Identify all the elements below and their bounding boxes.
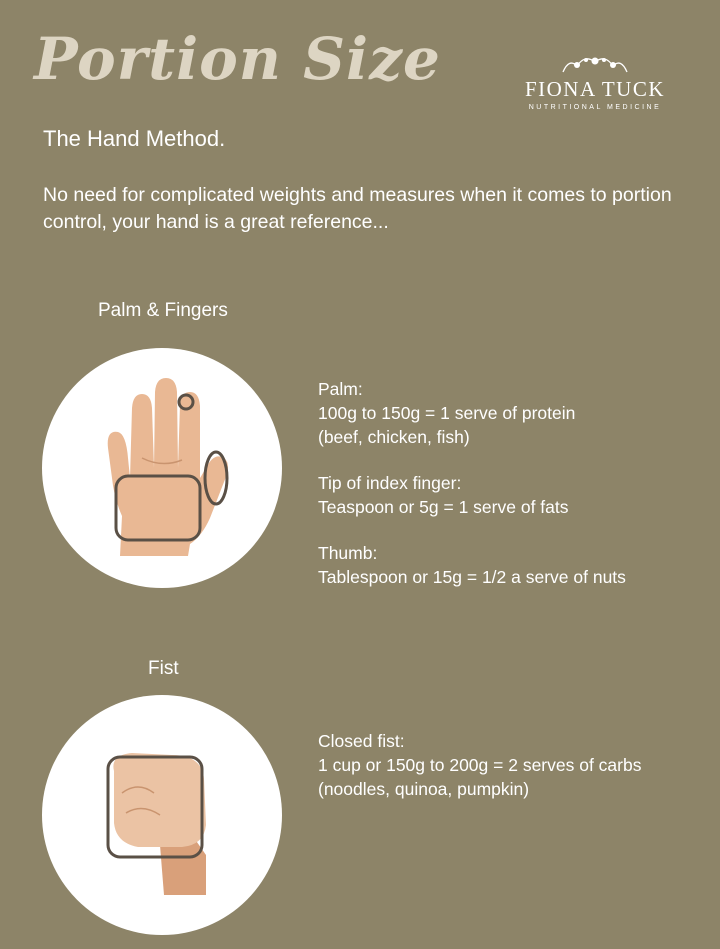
flower-arch-icon [555,52,635,74]
logo-name: FIONA TUCK [524,77,666,101]
closed-fist-icon [42,695,282,935]
closed-fist-item-label: Closed fist: [318,731,405,751]
index-finger-item-line: Teaspoon or 5g = 1 serve of fats [318,497,569,517]
palm-section-heading: Palm & Fingers [98,300,228,321]
thumb-item [318,541,626,589]
fist-info [318,729,641,823]
closed-fist-item-line: (noodles, quinoa, pumpkin) [318,779,530,799]
fist-image-circle [42,695,282,935]
palm-item-label: Palm: [318,379,363,399]
page-title: Portion Size [34,25,441,93]
index-finger-item [318,471,626,519]
thumb-item-line: Tablespoon or 15g = 1/2 a serve of nuts [318,567,626,587]
logo-tagline: NUTRITIONAL MEDICINE [528,104,662,112]
index-finger-item-label: Tip of index finger: [318,473,462,493]
brand-logo [520,52,670,111]
closed-fist-item-line: 1 cup or 150g to 200g = 2 serves of carbs [318,755,642,775]
intro-text: No need for complicated weights and measures when it comes to portion control, your hand is a great reference... [43,184,672,233]
open-hand-palm-icon [42,348,282,588]
palm-image-circle [42,348,282,588]
fist-section-heading: Fist [148,658,179,679]
palm-item [318,377,626,449]
palm-item-line: 100g to 150g = 1 serve of protein [318,403,576,423]
palm-info [318,377,626,611]
page-subtitle: The Hand Method. [43,126,226,151]
closed-fist-item [318,729,641,801]
thumb-item-label: Thumb: [318,543,378,563]
palm-item-line: (beef, chicken, fish) [318,427,470,447]
